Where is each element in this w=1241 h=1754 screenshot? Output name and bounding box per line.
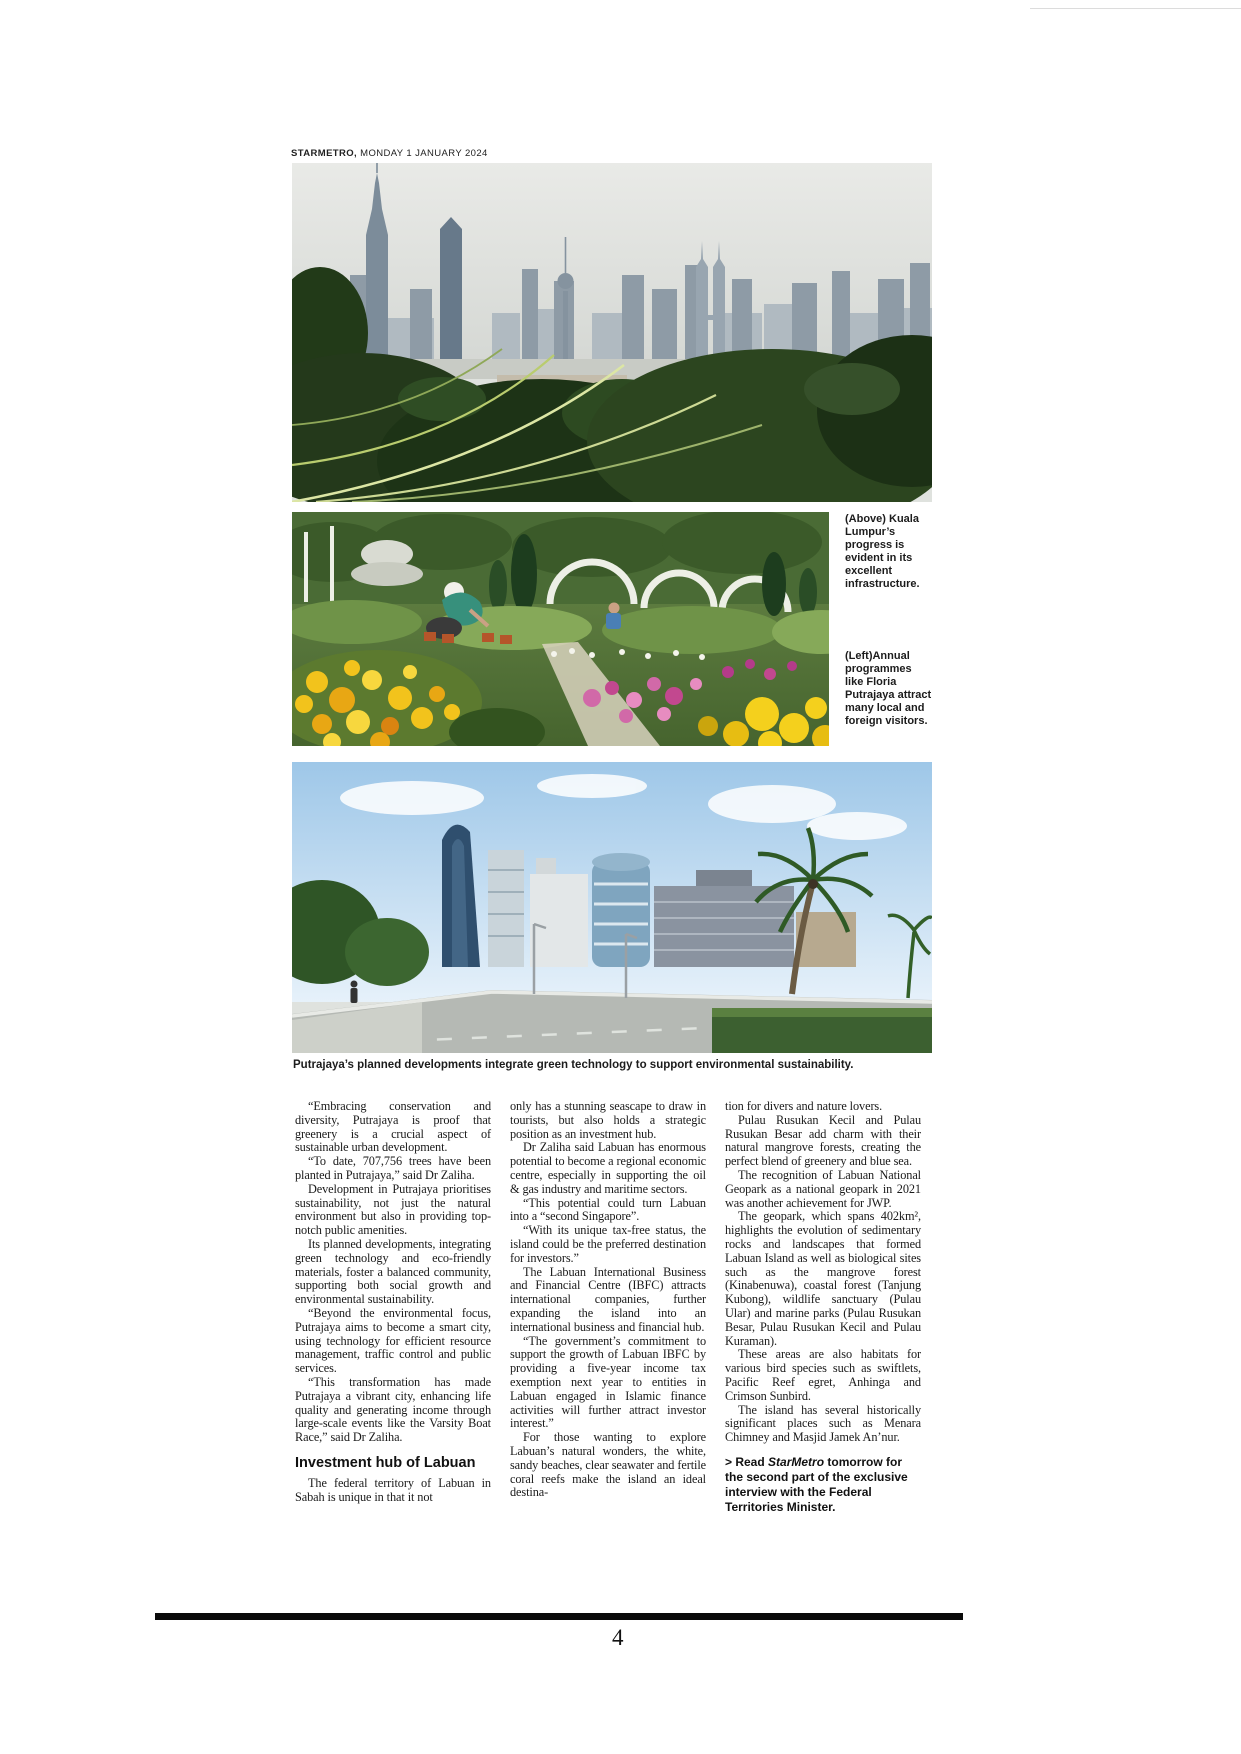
promo-read-tomorrow: [725, 1455, 921, 1515]
paragraph: only has a stunning seascape to draw in tourists, but also holds a strategic position as an investment hub.: [510, 1099, 706, 1141]
promo-prefix: > Read: [725, 1454, 769, 1469]
page-number: 4: [612, 1625, 624, 1650]
paragraph: tion for divers and nature lovers.: [725, 1099, 883, 1113]
drum-building-shape: [592, 853, 650, 967]
paragraph: The island has several historically significant places such as Menara Chimney and Masjid Jamek An’nur.: [725, 1402, 921, 1445]
caption-floria: (Left)Annual programmes like Floria Putrajaya attract many local and foreign visitors.: [845, 650, 932, 727]
paragraph: “With its unique tax-free status, the island could be the preferred destination for investors.”: [510, 1223, 706, 1265]
footer-rule: [155, 1613, 963, 1620]
photo-putrajaya: [292, 762, 932, 1053]
paragraph: For those wanting to explore Labuan’s natural wonders, the white, sandy beaches, clear seawater and fertile coral reefs make the island an ideal destina-: [510, 1430, 706, 1500]
paragraph: Its planned developments, integrating green technology and eco-friendly materials, foster a balanced community, supporting both social growth and environmental sustainability.: [295, 1236, 491, 1307]
paragraph: “This potential could turn Labuan into a “second Singapore”.: [510, 1195, 706, 1224]
photo-floria-garden: [292, 512, 829, 746]
paragraph: “Embracing conservation and diversity, Putrajaya is proof that greenery is a crucial aspect of sustainable urban development.: [295, 1099, 491, 1155]
paragraph: The Labuan International Business and Financial Centre (IBFC) attracts international companies, further expanding the island into an international business and financial hub.: [510, 1264, 706, 1334]
page-header: [291, 148, 488, 159]
caption-putrajaya: Putrajaya’s planned developments integrate green technology to support environmental sustainability.: [293, 1059, 854, 1071]
fountain-base-shape: [351, 562, 423, 586]
article-column-2: [510, 1100, 706, 1500]
paragraph: The geopark, which spans 402km², highlights the evolution of sedimentary rocks and landscapes that formed Labuan Island as well as biological sites such as the mangrove forest (Kinabenuwa), coastal forest (Tanjung Kubong), wildlife sanctuary (Pulau Ular) and marine parks (Pulau Rusukan Besar, Pulau Rusukan Kecil and Pulau Kuraman).: [725, 1209, 921, 1348]
subheading-investment-hub: Investment hub of Labuan: [295, 1454, 476, 1471]
paragraph: “To date, 707,756 trees have been planted in Putrajaya,” said Dr Zaliha.: [295, 1154, 491, 1182]
article-column-3: [725, 1100, 921, 1527]
paragraph: “Beyond the environmental focus, Putrajaya aims to become a smart city, using technology for efficient resource management, traffic control and public services.: [295, 1305, 491, 1376]
paragraph: Pulau Rusukan Kecil and Pulau Rusukan Besar add charm with their natural mangrove forests, creating the perfect blend of greenery and blue sea.: [725, 1112, 921, 1169]
dateline-label: MONDAY 1 JANUARY 2024: [357, 148, 488, 159]
photo-kl-skyline: [292, 163, 932, 502]
masthead-label: STARMETRO,: [291, 148, 358, 159]
paragraph: Development in Putrajaya prioritises sustainability, not just the natural environment but also in providing top-notch public amenities.: [295, 1181, 491, 1238]
pedestrian-figure: [351, 981, 358, 1004]
hedge-shape: [712, 1008, 932, 1053]
exchange-tower-shape: [440, 217, 462, 373]
caption-kl: (Above) Kuala Lumpur’s progress is evident in its excellent infrastructure.: [845, 513, 920, 590]
scan-edge-artifact: [1030, 8, 1241, 9]
paragraph: The federal territory of Labuan in Sabah is unique in that it not: [295, 1475, 491, 1504]
promo-rest: tomorrow for the second part of the exclusive interview with the Federal Territories Minister.: [725, 1454, 908, 1514]
paragraph: “The government’s commitment to support the growth of Labuan IBFC by providing a five-year income tax exemption next year to entities in Labuan engaged in Islamic finance activities will further attract investor interest.”: [510, 1333, 706, 1431]
paragraph: These areas are also habitats for various bird species such as swiftlets, Pacific Reef egret, Anhinga and Crimson Sunbird.: [725, 1347, 921, 1403]
paragraph: The recognition of Labuan National Geopark as a national geopark in 2021 was another achievement for JWP.: [725, 1167, 921, 1210]
paragraph: Dr Zaliha said Labuan has enormous potential to become a regional economic centre, especially in supporting the oil & gas industry and maritime sectors.: [510, 1140, 706, 1196]
promo-brand: StarMetro: [768, 1454, 825, 1469]
paragraph: “This transformation has made Putrajaya a vibrant city, enhancing life quality and generating income through large-scale events like the Varsity Boat Race,” said Dr Zaliha.: [295, 1374, 491, 1445]
article-column-1: [295, 1100, 491, 1505]
